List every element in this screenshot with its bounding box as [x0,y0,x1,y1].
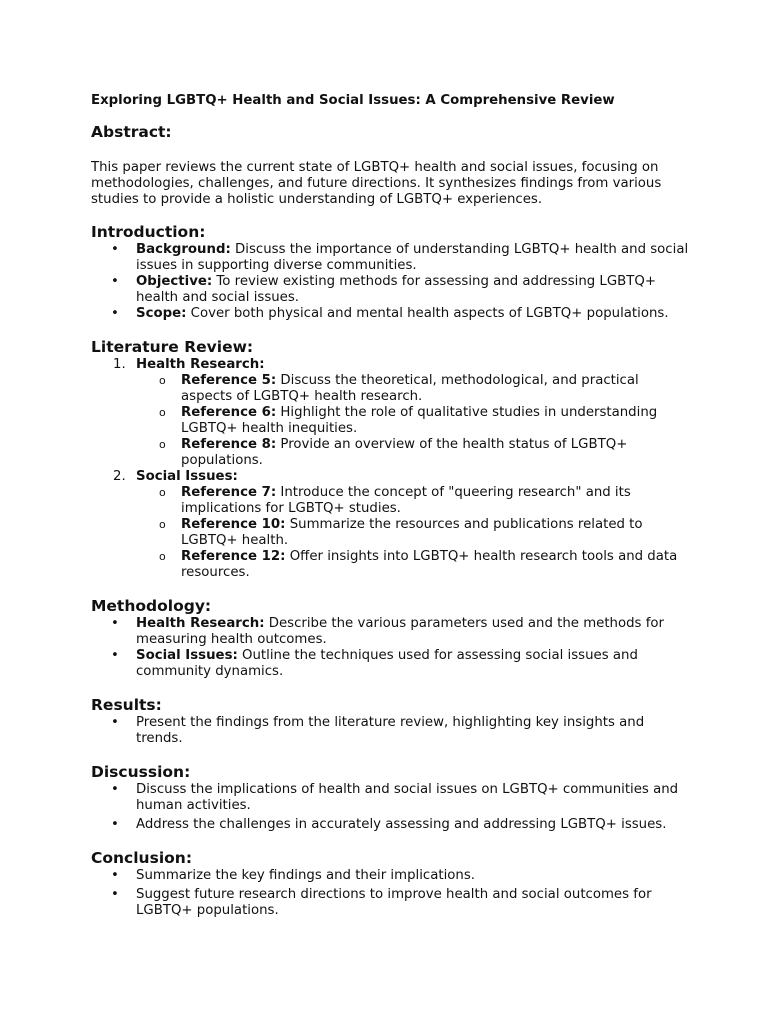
sub-list [91,485,691,581]
item-text: Describe the various parameters used and the methods for measuring health outcomes. [136,616,664,647]
methodology-list [91,616,691,680]
item-label: Reference 10: [181,517,286,532]
bullet-icon: • [111,274,119,289]
list-item [91,782,691,814]
conclusion-list [91,868,691,919]
item-text: Highlight the role of qualitative studies in understanding LGBTQ+ health inequities. [181,405,658,436]
item-text: Discuss the theoretical, methodological, and practical aspects of LGBTQ+ health research. [181,373,639,404]
results-heading: Results: [91,696,162,714]
item-label: Health Research: [136,616,265,631]
literature-review-list [91,357,691,581]
circle-bullet-icon: o [159,486,166,499]
sub-list-item [91,437,691,469]
item-text: Introduce the concept of "queering research" and its implications for LGBTQ+ studies. [181,485,631,516]
list-item [91,242,691,274]
item-text: Cover both physical and mental health aspects of LGBTQ+ populations. [186,306,669,321]
item-text: Summarize the resources and publications related to LGBTQ+ health. [181,517,643,548]
literature-review-heading: Literature Review: [91,338,254,356]
bullet-icon: • [111,242,119,257]
item-label: Reference 7: [181,485,277,500]
circle-bullet-icon: o [159,406,166,419]
sub-list-item [91,517,691,549]
circle-bullet-icon: o [159,438,166,451]
item-label: Reference 12: [181,549,286,564]
list-item [91,306,691,322]
bullet-icon: • [111,782,119,797]
item-text: Outline the techniques used for assessing social issues and community dynamics. [136,648,638,679]
sub-list-item [91,373,691,405]
abstract-heading: Abstract: [91,123,172,141]
sub-list [91,373,691,469]
document-page [91,91,691,919]
sub-list-item [91,405,691,437]
item-text: Provide an overview of the health status of LGBTQ+ populations. [181,437,628,468]
item-text: Present the findings from the literature review, highlighting key insights and trends. [136,715,645,746]
item-text: Suggest future research directions to improve health and social outcomes for LGBTQ+ populations. [136,887,652,918]
item-text: Address the challenges in accurately assessing and addressing LGBTQ+ issues. [136,817,667,832]
bullet-icon: • [111,887,119,902]
item-text: Summarize the key findings and their implications. [136,868,475,883]
item-label: Social Issues: [136,469,238,484]
list-item [91,887,691,919]
circle-bullet-icon: o [159,550,166,563]
item-label: Reference 8: [181,437,277,452]
list-number: 2. [113,469,126,484]
results-list [91,715,691,747]
sub-list-container [91,485,691,581]
discussion-list [91,782,691,833]
item-text: Discuss the implications of health and social issues on LGBTQ+ communities and human activities. [136,782,679,813]
list-item [91,357,691,373]
list-item [91,648,691,680]
item-label: Background: [136,242,231,257]
document-title: Exploring LGBTQ+ Health and Social Issues: A Comprehensive Review [91,93,615,108]
item-text: Discuss the importance of understanding LGBTQ+ health and social issues in supporting diverse communities. [136,242,689,273]
list-item [91,274,691,306]
abstract-text: This paper reviews the current state of LGBTQ+ health and social issues, focusing on methodologies, challenges, and future directions. It synthesizes findings from various studies to provide a holistic understanding of LGBTQ+ experiences. [91,160,662,207]
introduction-heading: Introduction: [91,223,206,241]
bullet-icon: • [111,616,119,631]
discussion-heading: Discussion: [91,763,191,781]
circle-bullet-icon: o [159,374,166,387]
list-number: 1. [113,357,126,372]
sub-list-item [91,485,691,517]
list-item [91,817,691,833]
sub-list-container [91,373,691,469]
bullet-icon: • [111,306,119,321]
bullet-icon: • [111,648,119,663]
bullet-icon: • [111,817,119,832]
list-item [91,868,691,884]
sub-list-item [91,549,691,581]
introduction-list [91,242,691,322]
bullet-icon: • [111,868,119,883]
item-label: Reference 6: [181,405,277,420]
bullet-icon: • [111,715,119,730]
item-label: Scope: [136,306,187,321]
item-text: To review existing methods for assessing and addressing LGBTQ+ health and social issues. [136,274,656,305]
item-label: Reference 5: [181,373,277,388]
item-text: Offer insights into LGBTQ+ health research tools and data resources. [181,549,678,580]
methodology-heading: Methodology: [91,597,212,615]
circle-bullet-icon: o [159,518,166,531]
item-label: Objective: [136,274,213,289]
list-item [91,616,691,648]
item-label: Social Issues: [136,648,238,663]
list-item [91,469,691,485]
item-label: Health Research: [136,357,265,372]
conclusion-heading: Conclusion: [91,849,193,867]
list-item [91,715,691,747]
